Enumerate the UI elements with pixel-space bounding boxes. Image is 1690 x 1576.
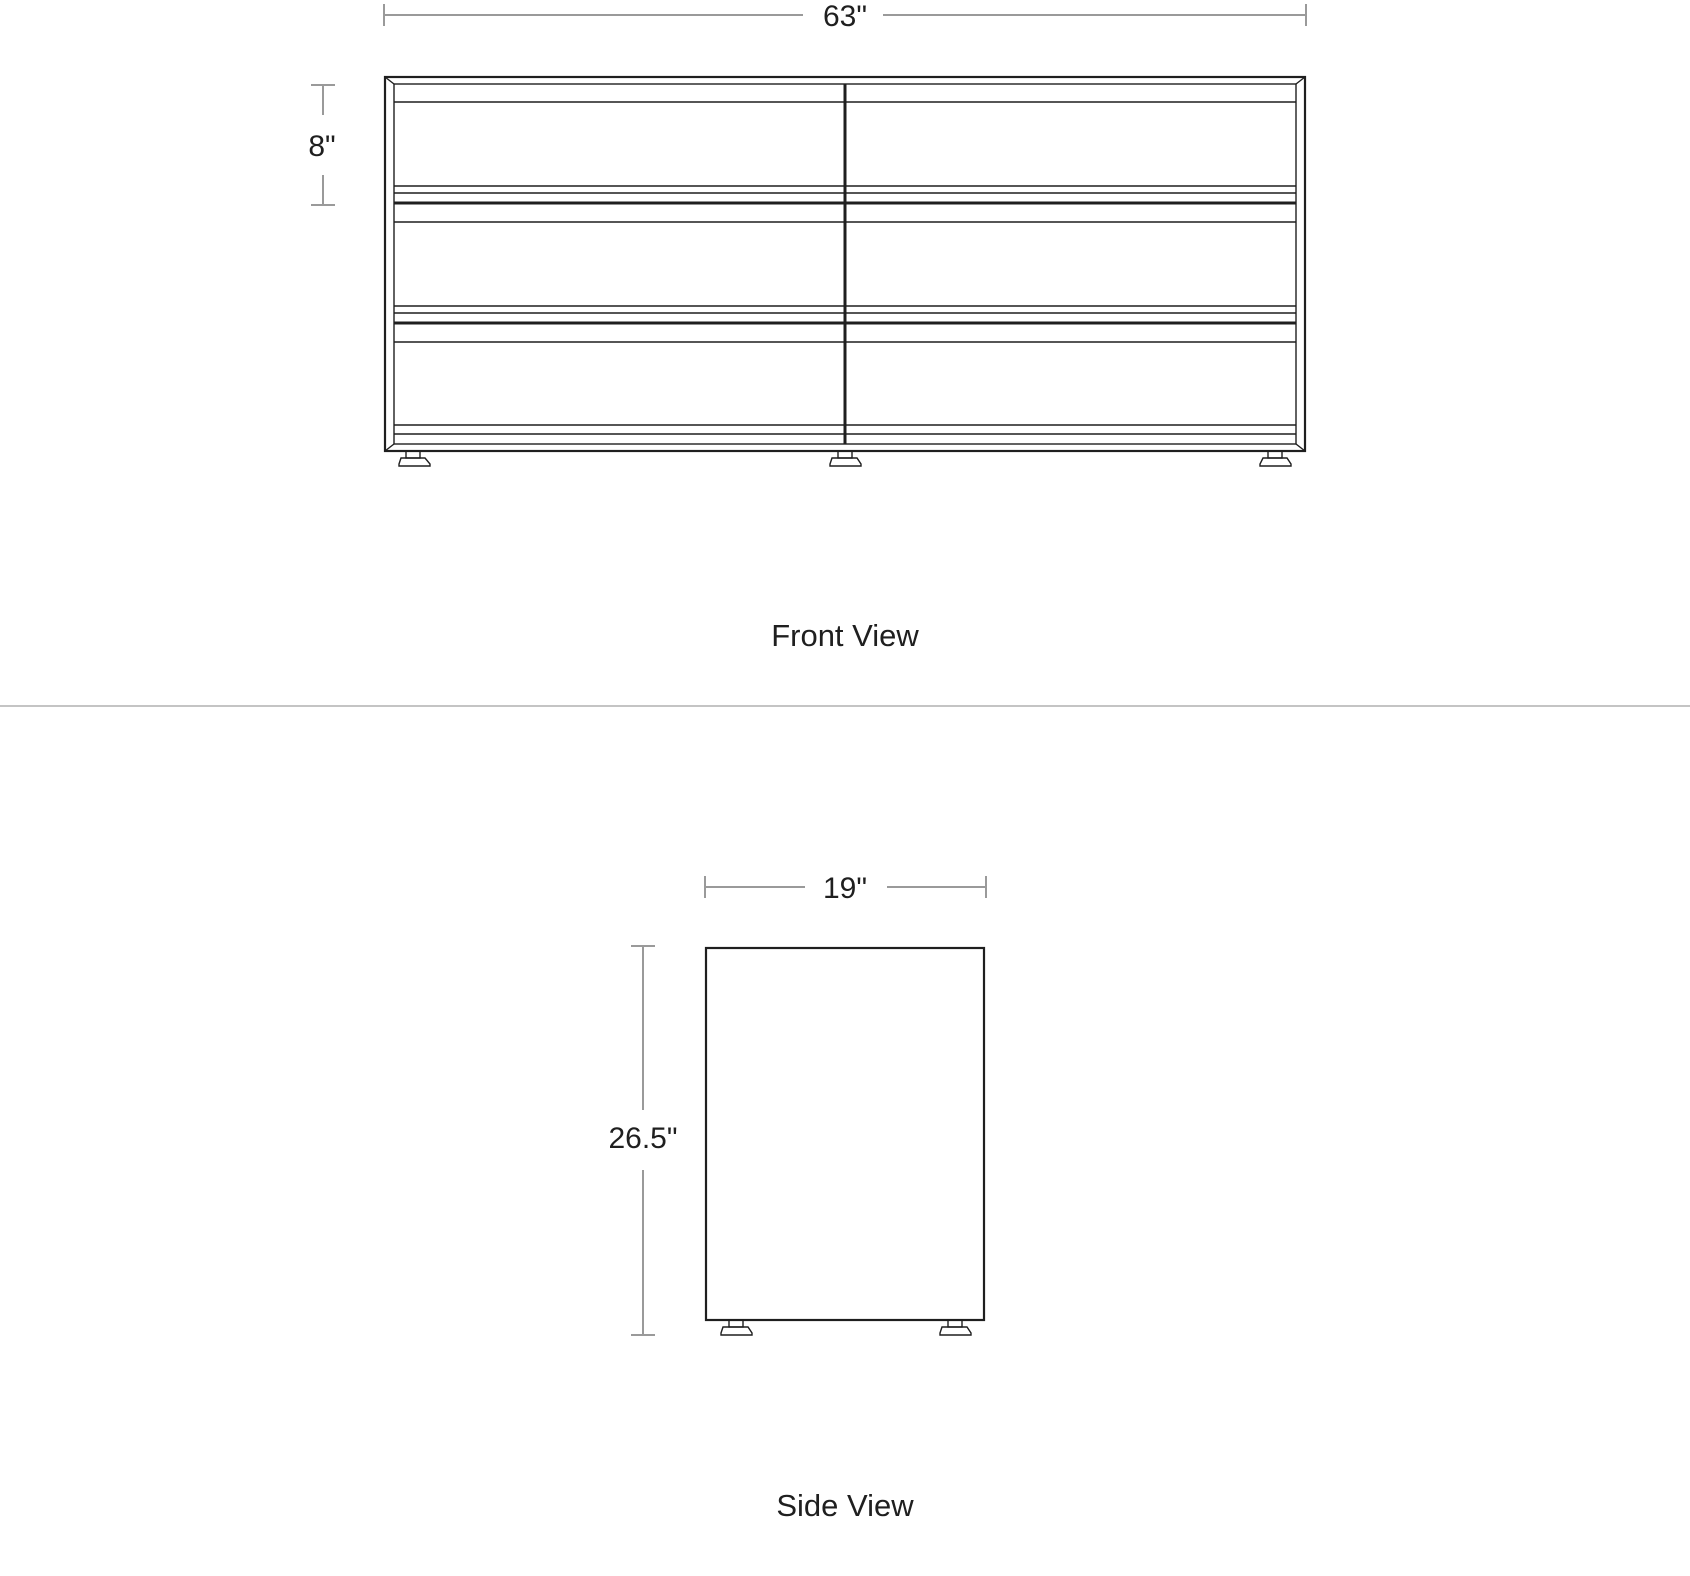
front-view [308,0,1306,653]
side-foot-right [940,1320,971,1335]
side-height-dimension [608,946,677,1335]
front-drawer-height-label: 8" [308,130,336,163]
front-foot-center [830,451,861,466]
side-foot-left [721,1320,752,1335]
side-view [608,872,986,1523]
front-width-label: 63" [822,0,868,33]
front-foot-right [1260,451,1291,466]
front-dresser-body [385,77,1305,451]
side-dresser-body [706,948,984,1320]
front-view-caption: Front View [771,618,919,653]
side-height-label: 26.5" [608,1122,678,1155]
side-view-caption: Side View [776,1488,914,1523]
side-depth-dimension [705,872,986,905]
side-depth-label: 19" [822,872,868,905]
front-drawer-height-dimension [308,85,335,205]
front-foot-left [399,451,430,466]
front-width-dimension [384,0,1306,33]
